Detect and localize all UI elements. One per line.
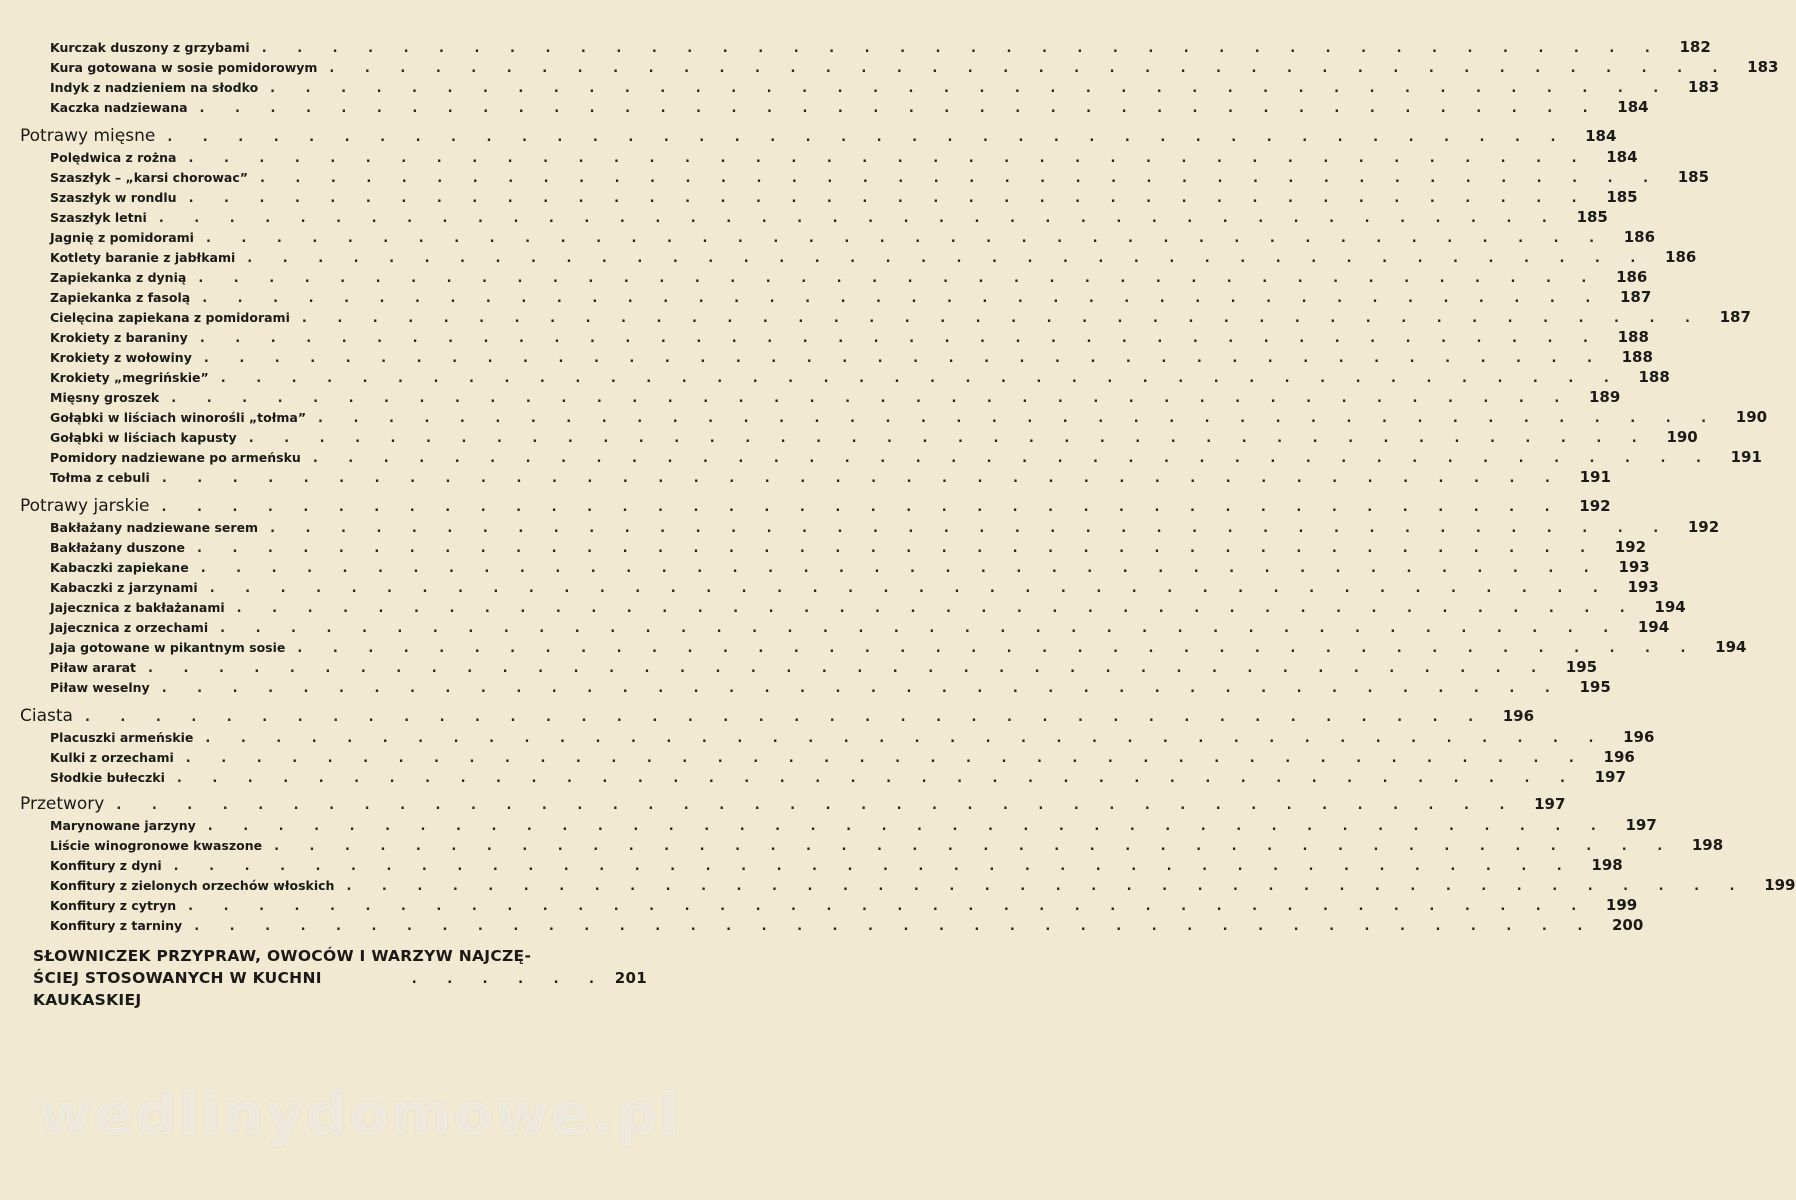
dot-leader: . . . . . . . . . . . . . . . . . . . . . . . . . . . . . . . . . . . . . . . . — [247, 251, 1649, 266]
entry-title: Konfitury z zielonych orzechów włoskich — [50, 878, 335, 893]
dot-leader: . . . . . . . . . . . . . . . . . . . . . . . . . . . . . . . . . . . . . . . . — [270, 81, 1672, 96]
section-title: Ciasta — [20, 706, 73, 726]
page-number: 189 — [1589, 388, 1621, 406]
toc-entry-row — [20, 768, 1626, 792]
final-entry-page: 201 — [614, 969, 647, 987]
dot-leader: . . . . . . . . . . . . . . . . . . . . . . . . . . . . . . . . . . . . . . . . — [220, 371, 1622, 386]
page-number: 188 — [1617, 328, 1649, 346]
dot-leader: . . . . . . . . . . . . . . . . . . . . . . . . . . . . . . . . . . . . . . . . — [346, 879, 1748, 894]
page-number: 198 — [1691, 836, 1724, 854]
toc-entry-row — [20, 916, 1644, 940]
page-number: 194 — [1654, 598, 1686, 616]
page-number: 184 — [1606, 148, 1638, 166]
page-number: 187 — [1619, 288, 1652, 306]
page-number: 197 — [1625, 816, 1657, 834]
page-number: 198 — [1591, 856, 1623, 874]
final-entry-line1: SŁOWNICZEK PRZYPRAW, OWOCÓW I WARZYW NAJCZĘ- — [33, 947, 532, 965]
dot-leader: . . . . . . . . . . . . . . . . . . . . . . . . . . . . . . . . . . . . . . . . — [158, 211, 1560, 226]
page-number: 196 — [1502, 707, 1535, 725]
toc-entry-row — [20, 678, 1611, 702]
dot-leader: . . . . . . . . . . . . . . . . . . . . . . . . . . . . . . . . . . . . . . . . — [209, 581, 1611, 596]
page-number: 183 — [1747, 58, 1779, 76]
dot-leader: . . . . . . — [411, 972, 607, 987]
page-number: 193 — [1627, 578, 1659, 596]
page-number: 191 — [1579, 468, 1611, 486]
dot-leader: . . . . . . . . . . . . . . . . . . . . . . . . . . . . . . . . . . . . . . . . — [199, 101, 1601, 116]
section-title: Potrawy mięsne — [20, 126, 156, 146]
toc-section-row — [20, 706, 1535, 730]
dot-leader: . . . . . . . . . . . . . . . . . . . . . . . . . . . . . . . . . . . . . . . . — [202, 291, 1604, 306]
dot-leader: . . . . . . . . . . . . . . . . . . . . . . . . . . . . . . . . . . . . . . . . — [197, 541, 1599, 556]
entry-title: Jaja gotowane w pikantnym sosie — [50, 640, 286, 655]
entry-title: Bakłażany duszone — [50, 540, 185, 555]
dot-leader: . . . . . . . . . . . . . . . . . . . . . . . . . . . . . . . . . . . . . . . . — [173, 859, 1575, 874]
entry-title: Liście winogronowe kwaszone — [50, 838, 263, 853]
entry-title: Piław ararat — [50, 660, 137, 675]
entry-title: Zapiekanka z dynią — [50, 270, 187, 285]
dot-leader: . . . . . . . . . . . . . . . . . . . . . . . . . . . . . . . . . . . . . . . . — [161, 471, 1563, 486]
entry-title: Placuszki armeńskie — [50, 730, 194, 745]
section-title: Potrawy jarskie — [20, 496, 150, 516]
page-number: 188 — [1621, 348, 1653, 366]
page-number: 186 — [1665, 248, 1697, 266]
page-number: 195 — [1579, 678, 1611, 696]
page-number: 188 — [1638, 368, 1670, 386]
page-number: 200 — [1611, 916, 1644, 934]
entry-title: Mięsny groszek — [50, 390, 160, 405]
page-number: 185 — [1576, 208, 1608, 226]
toc-final-entry — [33, 945, 647, 1011]
entry-title: Krokiety z wołowiny — [50, 350, 192, 365]
entry-title: Krokiety „megrińskie” — [50, 370, 209, 385]
entry-title: Polędwica z rożna — [50, 150, 177, 165]
dot-leader: . . . . . . . . . . . . . . . . . . . . . . . . . . . . . . . . . . . . . . . . — [259, 171, 1662, 186]
dot-leader: . . . . . . . . . . . . . . . . . . . . . . . . . . . . . . . . . . . . . . . . — [248, 431, 1650, 446]
entry-title: Marynowane jarzyny — [50, 818, 196, 833]
entry-title: Jajecznica z orzechami — [50, 620, 209, 635]
dot-leader: . . . . . . . . . . . . . . . . . . . . . . . . . . . . . . . . . . . . . . . . — [194, 919, 1596, 934]
page-number: 192 — [1579, 497, 1611, 515]
dot-leader: . . . . . . . . . . . . . . . . . . . . . . . . . . . . . . . . . . . . . . . . — [167, 130, 1569, 145]
entry-title: Jagnię z pomidorami — [50, 230, 194, 245]
page-number: 193 — [1618, 558, 1650, 576]
page-number: 194 — [1715, 638, 1747, 656]
dot-leader: . . . . . . . . . . . . . . . . . . . . . . . . . . . . . . . . . . . . . . . . — [176, 771, 1578, 786]
entry-title: Krokiety z baraniny — [50, 330, 188, 345]
page-number: 197 — [1594, 768, 1626, 786]
entry-title: Konfitury z dyni — [50, 858, 162, 873]
page-number: 187 — [1719, 308, 1751, 326]
toc-section-row — [20, 496, 1611, 520]
page-number: 192 — [1687, 518, 1720, 536]
page-number: 197 — [1534, 795, 1566, 813]
dot-leader: . . . . . . . . . . . . . . . . . . . . . . . . . . . . . . . . . . . . . . . . — [297, 641, 1699, 656]
dot-leader: . . . . . . . . . . . . . . . . . . . . . . . . . . . . . . . . . . . . . . . . — [329, 61, 1731, 76]
dot-leader: . . . . . . . . . . . . . . . . . . . . . . . . . . . . . . . . . . . . . . . . — [200, 561, 1602, 576]
page-number: 199 — [1764, 876, 1796, 894]
page-number: 185 — [1606, 188, 1638, 206]
page-number: 190 — [1735, 408, 1768, 426]
page-number: 196 — [1603, 748, 1635, 766]
dot-leader: . . . . . . . . . . . . . . . . . . . . . . . . . . . . . . . . . . . . . . . . — [312, 451, 1714, 466]
dot-leader: . . . . . . . . . . . . . . . . . . . . . . . . . . . . . . . . . . . . . . . . — [84, 710, 1487, 725]
final-entry-line2: ŚCIEJ STOSOWANYCH W KUCHNI KAUKASKIEJ — [33, 969, 322, 1009]
entry-title: Tołma z cebuli — [50, 470, 150, 485]
entry-title: Kotlety baranie z jabłkami — [50, 250, 236, 265]
entry-title: Piław weselny — [50, 680, 150, 695]
dot-leader: . . . . . . . . . . . . . . . . . . . . . . . . . . . . . . . . . . . . . . . . — [318, 411, 1720, 426]
page-number: 184 — [1617, 98, 1649, 116]
page-number: 191 — [1730, 448, 1762, 466]
entry-title: Konfitury z cytryn — [50, 898, 177, 913]
entry-title: Pomidory nadziewane po armeńsku — [50, 450, 301, 465]
page-number: 182 — [1679, 38, 1711, 56]
toc-section-row — [20, 126, 1617, 150]
page-number: 196 — [1623, 728, 1655, 746]
entry-title: Kurczak duszony z grzybami — [50, 40, 250, 55]
entry-title: Kabaczki zapiekane — [50, 560, 189, 575]
entry-title: Szaszłyk letni — [50, 210, 147, 225]
entry-title: Zapiekanka z fasolą — [50, 290, 191, 305]
toc-section-row — [20, 794, 1566, 818]
dot-leader: . . . . . . . . . . . . . . . . . . . . . . . . . . . . . . . . . . . . . . . . — [116, 798, 1518, 813]
entry-title: Indyk z nadzieniem na słodko — [50, 80, 259, 95]
entry-title: Gołąbki w liściach winorośli „tołma” — [50, 410, 307, 425]
dot-leader: . . . . . . . . . . . . . . . . . . . . . . . . . . . . . . . . . . . . . . . . — [188, 899, 1590, 914]
page-number: 195 — [1565, 658, 1598, 676]
dot-leader: . . . . . . . . . . . . . . . . . . . . . . . . . . . . . . . . . . . . . . . . — [185, 751, 1587, 766]
entry-title: Szaszłyk w rondlu — [50, 190, 177, 205]
section-title: Przetwory — [20, 794, 105, 814]
dot-leader: . . . . . . . . . . . . . . . . . . . . . . . . . . . . . . . . . . . . . . . . — [270, 521, 1672, 536]
entry-title: Gołąbki w liściach kapusty — [50, 430, 237, 445]
entry-title: Kaczka nadziewana — [50, 100, 188, 115]
page-number: 190 — [1666, 428, 1698, 446]
page-number: 192 — [1614, 538, 1647, 556]
entry-title: Kura gotowana w sosie pomidorowym — [50, 60, 318, 75]
entry-title: Szaszłyk – „karsi chorowac” — [50, 170, 248, 185]
dot-leader: . . . . . . . . . . . . . . . . . . . . . . . . . . . . . . . . . . . . . . . . — [199, 331, 1601, 346]
dot-leader: . . . . . . . . . . . . . . . . . . . . . . . . . . . . . . . . . . . . . . . . — [188, 191, 1590, 206]
entry-title: Cielęcina zapiekana z pomidorami — [50, 310, 290, 325]
page-number: 199 — [1605, 896, 1638, 914]
page-number: 185 — [1677, 168, 1710, 186]
toc-entry-row — [20, 98, 1649, 122]
entry-title: Kabaczki z jarzynami — [50, 580, 198, 595]
page-number: 186 — [1623, 228, 1656, 246]
entry-title: Kulki z orzechami — [50, 750, 174, 765]
dot-leader: . . . . . . . . . . . . . . . . . . . . . . . . . . . . . . . . . . . . . . . . — [188, 151, 1590, 166]
page-number: 186 — [1616, 268, 1648, 286]
dot-leader: . . . . . . . . . . . . . . . . . . . . . . . . . . . . . . . . . . . . . . . . — [198, 271, 1600, 286]
toc-entry-row — [20, 468, 1611, 492]
entry-title: Słodkie bułeczki — [50, 770, 165, 785]
dot-leader: . . . . . . . . . . . . . . . . . . . . . . . . . . . . . . . . . . . . . . . . — [161, 681, 1563, 696]
dot-leader: . . . . . . . . . . . . . . . . . . . . . . . . . . . . . . . . . . . . . . . . — [236, 601, 1638, 616]
dot-leader: . . . . . . . . . . . . . . . . . . . . . . . . . . . . . . . . . . . . . . . . — [161, 500, 1563, 515]
dot-leader: . . . . . . . . . . . . . . . . . . . . . . . . . . . . . . . . . . . . . . . . — [261, 41, 1663, 56]
dot-leader: . . . . . . . . . . . . . . . . . . . . . . . . . . . . . . . . . . . . . . . . — [171, 391, 1573, 406]
dot-leader: . . . . . . . . . . . . . . . . . . . . . . . . . . . . . . . . . . . . . . . . — [220, 621, 1622, 636]
dot-leader: . . . . . . . . . . . . . . . . . . . . . . . . . . . . . . . . . . . . . . . . — [205, 231, 1608, 246]
entry-title: Konfitury z tarniny — [50, 918, 183, 933]
dot-leader: . . . . . . . . . . . . . . . . . . . . . . . . . . . . . . . . . . . . . . . . — [274, 839, 1676, 854]
dot-leader: . . . . . . . . . . . . . . . . . . . . . . . . . . . . . . . . . . . . . . . . — [203, 351, 1605, 366]
entry-title: Jajecznica z bakłażanami — [50, 600, 225, 615]
dot-leader: . . . . . . . . . . . . . . . . . . . . . . . . . . . . . . . . . . . . . . . . — [301, 311, 1703, 326]
page-number: 194 — [1637, 618, 1670, 636]
page-number: 183 — [1687, 78, 1720, 96]
dot-leader: . . . . . . . . . . . . . . . . . . . . . . . . . . . . . . . . . . . . . . . . — [207, 819, 1609, 834]
dot-leader: . . . . . . . . . . . . . . . . . . . . . . . . . . . . . . . . . . . . . . . . — [148, 661, 1550, 676]
entry-title: Bakłażany nadziewane serem — [50, 520, 259, 535]
dot-leader: . . . . . . . . . . . . . . . . . . . . . . . . . . . . . . . . . . . . . . . . — [205, 731, 1607, 746]
page-number: 184 — [1585, 127, 1617, 145]
watermark: wedlinydomowe.pl — [38, 1080, 682, 1148]
